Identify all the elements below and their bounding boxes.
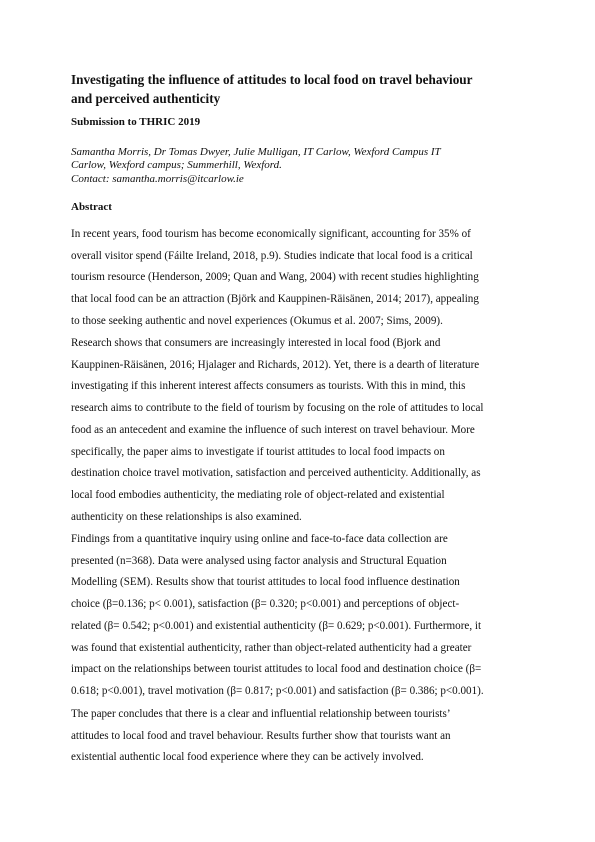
paper-title: [71, 70, 531, 108]
text-line: overall visitor spend (Fáilte Ireland, 2018, p.9). Studies indicate that local food is a critical: [71, 249, 473, 262]
author-block: [71, 146, 511, 186]
text-line: tourism resource (Henderson, 2009; Quan and Wang, 2004) with recent studies highlighting: [71, 271, 479, 284]
text-line: existential authentic local food experience where they can be actively involved.: [71, 751, 424, 764]
text-line: presented (n=368). Data were analysed using factor analysis and Structural Equation: [71, 554, 447, 567]
text-line: specifically, the paper aims to investigate if tourist attitudes to local food impacts on: [71, 445, 445, 458]
title-line: and perceived authenticity: [71, 91, 221, 106]
text-line: to those seeking authentic and novel experiences (Okumus et al. 2007; Sims, 2009).: [71, 314, 443, 327]
text-line: that local food can be an attraction (Björk and Kauppinen-Räisänen, 2014; 2017), appealing: [71, 293, 479, 306]
author-line: Samantha Morris, Dr Tomas Dwyer, Julie Mulligan, IT Carlow, Wexford Campus IT: [71, 146, 441, 158]
text-line: Findings from a quantitative inquiry using online and face-to-face data collection are: [71, 533, 448, 545]
abstract-paragraph-1: [71, 224, 526, 333]
text-line: In recent years, food tourism has become economically significant, accounting for 35% of: [71, 228, 471, 240]
text-line: attitudes to local food and travel behaviour. Results further show that tourists want an: [71, 729, 451, 742]
text-line: destination choice travel motivation, satisfaction and perceived authenticity. Additionally, as: [71, 467, 481, 480]
title-line: Investigating the influence of attitudes to local food on travel behaviour: [71, 72, 473, 87]
abstract-paragraph-4: [71, 704, 526, 769]
submission-subtitle: Submission to THRIC 2019: [71, 116, 201, 128]
text-line: The paper concludes that there is a clear and influential relationship between tourists’: [71, 708, 451, 720]
text-line: Kauppinen-Räisänen, 2016; Hjalager and Richards, 2012). Yet, there is a dearth of literature: [71, 358, 480, 371]
abstract-heading: Abstract: [71, 201, 112, 213]
text-line: investigating if this inherent interest affects consumers as tourists. With this in mind, this: [71, 380, 466, 393]
text-line: choice (β=0.136; p< 0.001), satisfaction (β= 0.320; p<0.001) and perceptions of object-: [71, 598, 460, 611]
contact-line: Contact: samantha.morris@itcarlow.ie: [71, 172, 244, 185]
text-line: was found that existential authenticity, rather than object-related authenticity had a greater: [71, 641, 472, 654]
text-line: related (β= 0.542; p<0.001) and existential authenticity (β= 0.629; p<0.001). Furthermore, it: [71, 619, 482, 632]
author-line: Carlow, Wexford campus; Summerhill, Wexford.: [71, 159, 282, 172]
text-line: impact on the relationships between tourist attitudes to local food and destination choice (β=: [71, 663, 482, 676]
text-line: food as an antecedent and examine the influence of such interest on travel behaviour. More: [71, 423, 475, 436]
text-line: 0.618; p<0.001), travel motivation (β= 0.817; p<0.001) and satisfaction (β= 0.386; p<0.001).: [71, 684, 484, 697]
text-line: Modelling (SEM). Results show that tourist attitudes to local food influence destination: [71, 576, 460, 589]
text-line: Research shows that consumers are increasingly interested in local food (Bjork and: [71, 337, 441, 349]
text-line: authenticity on these relationships is also examined.: [71, 510, 302, 523]
abstract-paragraph-3: [71, 529, 526, 703]
text-line: research aims to contribute to the field of tourism by focusing on the role of attitudes to local: [71, 402, 484, 415]
text-line: local food embodies authenticity, the mediating role of object-related and existential: [71, 488, 445, 501]
abstract-paragraph-2: [71, 333, 526, 528]
